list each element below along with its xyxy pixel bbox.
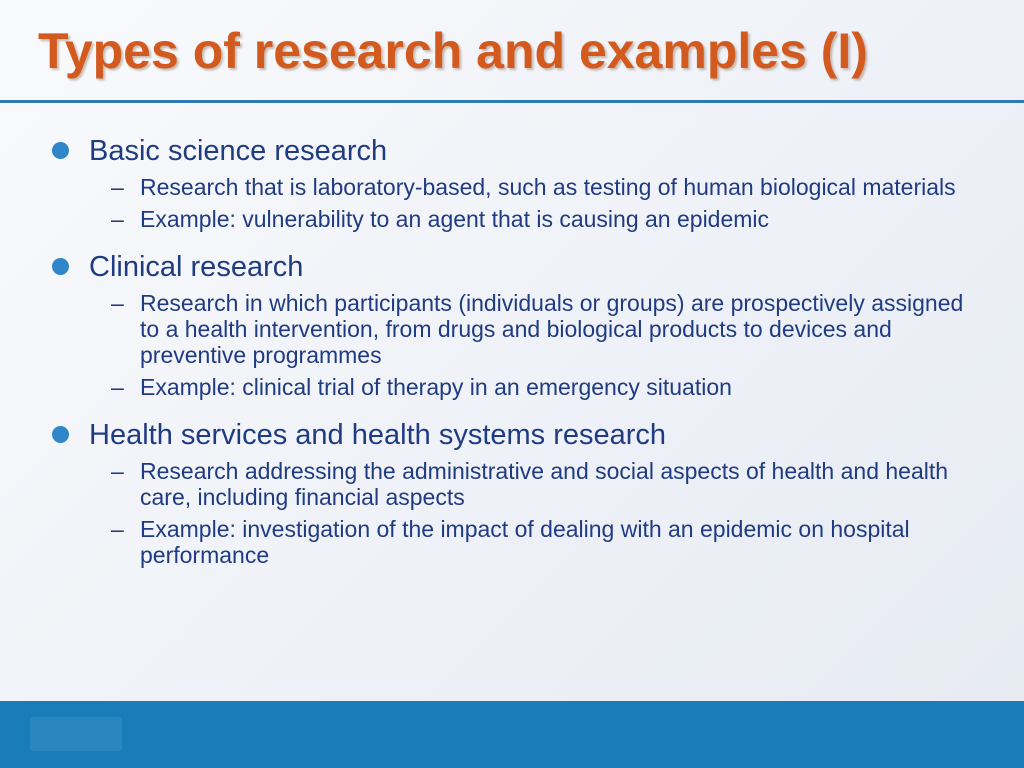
bullet-item [52,250,982,284]
dash-icon: – [111,206,124,232]
section-clinical [52,250,982,400]
sub-bullet-item [52,174,982,200]
sub-bullet-item [52,516,982,568]
dash-icon: – [111,174,124,200]
sub-bullet-list [52,458,982,568]
bullet-dot-icon [52,258,69,275]
bullet-dot-icon [52,142,69,159]
bullet-heading: Clinical research [89,251,304,283]
sub-bullet-text: Research in which participants (individuals or groups) are prospectively assigned to a health intervention, from drugs and biological products to devices and preventive programmes [140,290,964,368]
sub-bullet-item [52,458,982,510]
dash-icon: – [111,290,124,316]
sub-bullet-item [52,290,982,368]
bullet-heading: Health services and health systems research [89,419,667,451]
sub-bullet-text: Example: clinical trial of therapy in an emergency situation [140,374,732,400]
dash-icon: – [111,516,124,542]
dash-icon: – [111,374,124,400]
sub-bullet-item [52,206,982,232]
sub-bullet-text: Research addressing the administrative and social aspects of health and health care, including financial aspects [140,458,949,510]
bullet-heading: Basic science research [89,135,388,167]
section-health-services [52,418,982,568]
bullet-item [52,134,982,168]
bullet-dot-icon [52,426,69,443]
sub-bullet-item [52,374,982,400]
title-divider [0,100,1024,103]
slide-content [52,134,982,586]
bullet-item [52,418,982,452]
footer-logo [30,717,122,751]
dash-icon: – [111,458,124,484]
sub-bullet-text: Research that is laboratory-based, such as testing of human biological materials [140,174,956,200]
sub-bullet-text: Example: investigation of the impact of dealing with an epidemic on hospital performance [140,516,910,568]
section-basic-science [52,134,982,232]
slide-title: Types of research and examples (I) [38,23,868,79]
sub-bullet-text: Example: vulnerability to an agent that is causing an epidemic [140,206,770,232]
sub-bullet-list [52,174,982,232]
sub-bullet-list [52,290,982,400]
footer-bar [0,701,1024,768]
